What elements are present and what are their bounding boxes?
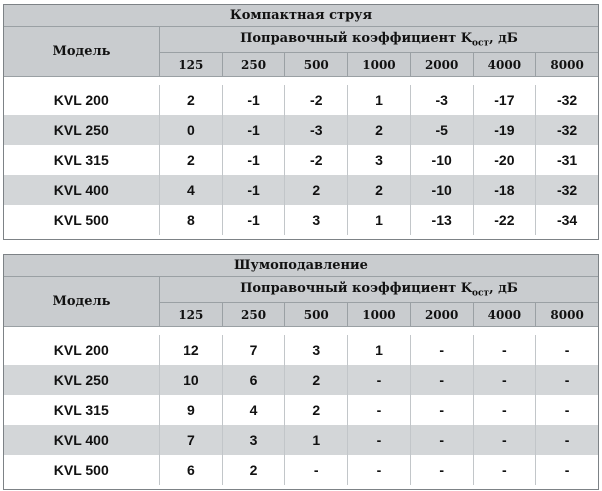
value-cell: 8 — [160, 205, 223, 235]
value-cell: - — [536, 365, 599, 395]
value-cell: 9 — [160, 395, 223, 425]
value-cell: - — [410, 365, 473, 395]
coefficient-header-prefix: Поправочный коэффициент K — [240, 30, 472, 46]
table-row — [4, 335, 599, 365]
value-cell: 1 — [348, 205, 411, 235]
value-cell: -22 — [473, 205, 536, 235]
model-cell: KVL 400 — [4, 175, 160, 205]
model-cell: KVL 400 — [4, 425, 160, 455]
value-cell: - — [285, 455, 348, 485]
model-cell: KVL 315 — [4, 145, 160, 175]
value-cell: 1 — [285, 425, 348, 455]
value-cell: 2 — [348, 175, 411, 205]
table-row — [4, 365, 599, 395]
frequency-header: 250 — [222, 303, 285, 327]
value-cell: 2 — [160, 145, 223, 175]
value-cell: 7 — [160, 425, 223, 455]
value-cell: - — [410, 425, 473, 455]
coefficient-header-prefix: Поправочный коэффициент K — [240, 280, 472, 296]
value-cell: 4 — [222, 395, 285, 425]
value-cell: -34 — [536, 205, 599, 235]
frequency-header: 2000 — [410, 303, 473, 327]
table-row — [4, 205, 599, 235]
frequency-header: 500 — [285, 303, 348, 327]
value-cell: -32 — [536, 85, 599, 115]
value-cell: - — [473, 365, 536, 395]
value-cell: 1 — [348, 335, 411, 365]
frequency-header: 4000 — [473, 303, 536, 327]
frequency-header: 8000 — [536, 53, 599, 77]
table-title: Шумоподавление — [4, 255, 599, 277]
value-cell: -20 — [473, 145, 536, 175]
value-cell: -1 — [222, 175, 285, 205]
value-cell: - — [536, 455, 599, 485]
value-cell: 6 — [222, 365, 285, 395]
value-cell: - — [473, 425, 536, 455]
frequency-header: 1000 — [348, 53, 411, 77]
model-cell: KVL 500 — [4, 205, 160, 235]
value-cell: 2 — [222, 455, 285, 485]
value-cell: 0 — [160, 115, 223, 145]
value-cell: 3 — [285, 205, 348, 235]
value-cell: -19 — [473, 115, 536, 145]
value-cell: 2 — [285, 175, 348, 205]
value-cell: -1 — [222, 115, 285, 145]
model-column-header: Модель — [4, 27, 160, 77]
coefficient-header — [160, 27, 599, 53]
value-cell: - — [348, 365, 411, 395]
value-cell: -10 — [410, 175, 473, 205]
value-cell: -5 — [410, 115, 473, 145]
table-title: Компактная струя — [4, 5, 599, 27]
value-cell: 2 — [285, 395, 348, 425]
value-cell: 4 — [160, 175, 223, 205]
frequency-header: 2000 — [410, 53, 473, 77]
value-cell: -32 — [536, 175, 599, 205]
value-cell: 2 — [285, 365, 348, 395]
value-cell: -10 — [410, 145, 473, 175]
value-cell: - — [536, 335, 599, 365]
value-cell: 6 — [160, 455, 223, 485]
model-cell: KVL 315 — [4, 395, 160, 425]
table-row — [4, 115, 599, 145]
model-cell: KVL 250 — [4, 365, 160, 395]
frequency-header: 125 — [160, 53, 223, 77]
value-cell: -1 — [222, 205, 285, 235]
value-cell: 3 — [285, 335, 348, 365]
table-row — [4, 85, 599, 115]
value-cell: -3 — [285, 115, 348, 145]
coefficient-header-subscript: ост — [472, 38, 490, 49]
model-cell: KVL 200 — [4, 85, 160, 115]
value-cell: - — [348, 455, 411, 485]
value-cell: - — [410, 395, 473, 425]
value-cell: -2 — [285, 85, 348, 115]
table-row — [4, 145, 599, 175]
value-cell: - — [536, 395, 599, 425]
coefficient-header-subscript: ост — [472, 288, 490, 299]
table-row — [4, 395, 599, 425]
model-cell: KVL 200 — [4, 335, 160, 365]
value-cell: -3 — [410, 85, 473, 115]
table-row — [4, 455, 599, 485]
coefficient-header-suffix: , дБ — [489, 280, 518, 296]
value-cell: -2 — [285, 145, 348, 175]
value-cell: 3 — [222, 425, 285, 455]
value-cell: 12 — [160, 335, 223, 365]
value-cell: -1 — [222, 85, 285, 115]
value-cell: - — [473, 455, 536, 485]
value-cell: 2 — [160, 85, 223, 115]
frequency-header: 250 — [222, 53, 285, 77]
value-cell: - — [348, 425, 411, 455]
frequency-header: 500 — [285, 53, 348, 77]
value-cell: 1 — [348, 85, 411, 115]
noise-reduction-table — [3, 254, 599, 485]
value-cell: -17 — [473, 85, 536, 115]
compact-jet-table — [3, 4, 599, 235]
table-row — [4, 175, 599, 205]
value-cell: - — [536, 425, 599, 455]
value-cell: -31 — [536, 145, 599, 175]
value-cell: 2 — [348, 115, 411, 145]
value-cell: -18 — [473, 175, 536, 205]
frequency-header: 8000 — [536, 303, 599, 327]
frequency-header: 4000 — [473, 53, 536, 77]
value-cell: -1 — [222, 145, 285, 175]
model-cell: KVL 250 — [4, 115, 160, 145]
value-cell: - — [348, 395, 411, 425]
value-cell: -13 — [410, 205, 473, 235]
value-cell: - — [473, 335, 536, 365]
coefficient-header-suffix: , дБ — [489, 30, 518, 46]
value-cell: - — [473, 395, 536, 425]
frequency-header: 125 — [160, 303, 223, 327]
coefficient-header — [160, 277, 599, 303]
table-row — [4, 425, 599, 455]
model-cell: KVL 500 — [4, 455, 160, 485]
value-cell: -32 — [536, 115, 599, 145]
value-cell: - — [410, 455, 473, 485]
frequency-header: 1000 — [348, 303, 411, 327]
value-cell: - — [410, 335, 473, 365]
value-cell: 3 — [348, 145, 411, 175]
model-column-header: Модель — [4, 277, 160, 327]
value-cell: 10 — [160, 365, 223, 395]
value-cell: 7 — [222, 335, 285, 365]
